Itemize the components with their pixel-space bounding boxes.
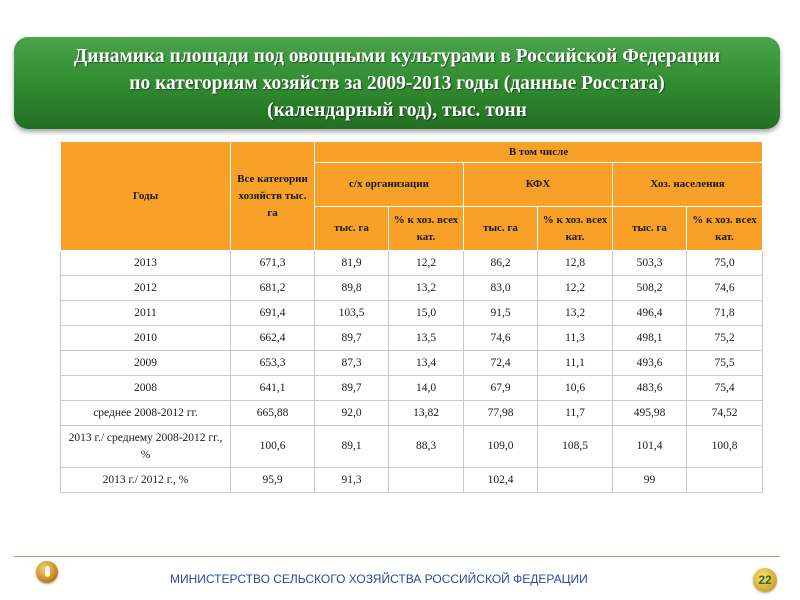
cell-year: 2013 г./ 2012 г., % <box>61 468 231 493</box>
cell-hh-pct: 75,4 <box>687 376 763 401</box>
cell-hh-ha: 99 <box>613 468 687 493</box>
cell-kfh-ha: 109,0 <box>464 426 538 468</box>
cell-all: 665,88 <box>231 401 315 426</box>
cell-all: 662,4 <box>231 326 315 351</box>
header-group-households: Хоз. населения <box>613 163 763 207</box>
cell-agro-ha: 89,7 <box>315 326 389 351</box>
cell-kfh-pct: 11,3 <box>538 326 613 351</box>
cell-all: 641,1 <box>231 376 315 401</box>
footer-ministry-name: МИНИСТЕРСТВО СЕЛЬСКОГО ХОЗЯЙСТВА РОССИЙСКОЙ ФЕДЕРАЦИИ <box>170 572 588 586</box>
cell-kfh-pct: 10,6 <box>538 376 613 401</box>
cell-hh-ha: 483,6 <box>613 376 687 401</box>
cell-hh-pct <box>687 468 763 493</box>
cell-agro-pct: 13,4 <box>389 351 464 376</box>
slide-title-banner <box>14 37 780 129</box>
title-line-2: по категориям хозяйств за 2009-2013 годы (данные Росстата) <box>129 72 665 94</box>
page-number-badge: 22 <box>753 568 777 592</box>
cell-agro-ha: 91,3 <box>315 468 389 493</box>
header-kfh-ths-ha: тыс. га <box>464 207 538 251</box>
table-row-average <box>61 401 763 426</box>
table-row <box>61 326 763 351</box>
cell-kfh-ha: 77,98 <box>464 401 538 426</box>
cell-year: 2008 <box>61 376 231 401</box>
cell-agro-pct <box>389 468 464 493</box>
cell-kfh-ha: 67,9 <box>464 376 538 401</box>
cell-hh-pct: 74,52 <box>687 401 763 426</box>
title-line-3: (календарный год), тыс. тонн <box>267 99 527 121</box>
cell-year: 2012 <box>61 276 231 301</box>
cell-all: 95,9 <box>231 468 315 493</box>
header-households-percent: % к хоз. всех кат. <box>687 207 763 251</box>
cell-hh-ha: 101,4 <box>613 426 687 468</box>
cell-all: 653,3 <box>231 351 315 376</box>
cell-agro-pct: 88,3 <box>389 426 464 468</box>
cell-year: 2011 <box>61 301 231 326</box>
cell-agro-pct: 12,2 <box>389 251 464 276</box>
table-row-ratio-to-2012 <box>61 468 763 493</box>
header-all-categories: Все категории хозяйств тыс. га <box>231 142 315 251</box>
cell-agro-ha: 81,9 <box>315 251 389 276</box>
cell-hh-pct: 75,0 <box>687 251 763 276</box>
cell-kfh-pct: 13,2 <box>538 301 613 326</box>
cell-kfh-ha: 86,2 <box>464 251 538 276</box>
cell-hh-ha: 493,6 <box>613 351 687 376</box>
cell-agro-pct: 13,82 <box>389 401 464 426</box>
table-row-ratio-to-average <box>61 426 763 468</box>
cell-hh-ha: 508,2 <box>613 276 687 301</box>
table-row <box>61 251 763 276</box>
header-group-kfh: КФХ <box>464 163 613 207</box>
table-row <box>61 376 763 401</box>
cell-kfh-ha: 102,4 <box>464 468 538 493</box>
cell-hh-ha: 503,3 <box>613 251 687 276</box>
cell-year: среднее 2008-2012 гг. <box>61 401 231 426</box>
cell-agro-pct: 15,0 <box>389 301 464 326</box>
cell-kfh-pct: 11,1 <box>538 351 613 376</box>
cell-all: 691,4 <box>231 301 315 326</box>
cell-agro-ha: 103,5 <box>315 301 389 326</box>
vegetable-area-table <box>60 141 763 493</box>
cell-hh-pct: 75,2 <box>687 326 763 351</box>
header-years: Годы <box>61 142 231 251</box>
cell-kfh-ha: 74,6 <box>464 326 538 351</box>
header-kfh-percent: % к хоз. всех кат. <box>538 207 613 251</box>
table-row <box>61 301 763 326</box>
table-row <box>61 351 763 376</box>
cell-year: 2013 г./ среднему 2008-2012 гг., % <box>61 426 231 468</box>
header-including: В том числе <box>315 142 763 163</box>
ministry-emblem-icon <box>36 561 58 583</box>
cell-kfh-pct: 11,7 <box>538 401 613 426</box>
header-agro-ths-ha: тыс. га <box>315 207 389 251</box>
cell-kfh-pct: 108,5 <box>538 426 613 468</box>
header-agro-percent: % к хоз. всех кат. <box>389 207 464 251</box>
cell-hh-pct: 71,8 <box>687 301 763 326</box>
cell-kfh-pct: 12,2 <box>538 276 613 301</box>
cell-agro-ha: 89,8 <box>315 276 389 301</box>
cell-hh-ha: 496,4 <box>613 301 687 326</box>
cell-hh-ha: 498,1 <box>613 326 687 351</box>
cell-all: 671,3 <box>231 251 315 276</box>
cell-kfh-pct <box>538 468 613 493</box>
header-households-ths-ha: тыс. га <box>613 207 687 251</box>
footer-divider <box>14 556 780 557</box>
cell-hh-pct: 75,5 <box>687 351 763 376</box>
header-group-agro-organizations: с/х организации <box>315 163 464 207</box>
cell-hh-ha: 495,98 <box>613 401 687 426</box>
cell-year: 2010 <box>61 326 231 351</box>
cell-agro-ha: 92,0 <box>315 401 389 426</box>
cell-hh-pct: 100,8 <box>687 426 763 468</box>
cell-all: 681,2 <box>231 276 315 301</box>
cell-kfh-pct: 12,8 <box>538 251 613 276</box>
cell-year: 2009 <box>61 351 231 376</box>
cell-kfh-ha: 72,4 <box>464 351 538 376</box>
cell-agro-pct: 13,2 <box>389 276 464 301</box>
cell-year: 2013 <box>61 251 231 276</box>
cell-kfh-ha: 91,5 <box>464 301 538 326</box>
cell-all: 100,6 <box>231 426 315 468</box>
cell-kfh-ha: 83,0 <box>464 276 538 301</box>
title-line-1: Динамика площади под овощными культурами в Российской Федерации <box>73 45 721 67</box>
cell-agro-pct: 13,5 <box>389 326 464 351</box>
cell-agro-ha: 89,1 <box>315 426 389 468</box>
table-row <box>61 276 763 301</box>
cell-hh-pct: 74,6 <box>687 276 763 301</box>
cell-agro-ha: 87,3 <box>315 351 389 376</box>
cell-agro-pct: 14,0 <box>389 376 464 401</box>
cell-agro-ha: 89,7 <box>315 376 389 401</box>
